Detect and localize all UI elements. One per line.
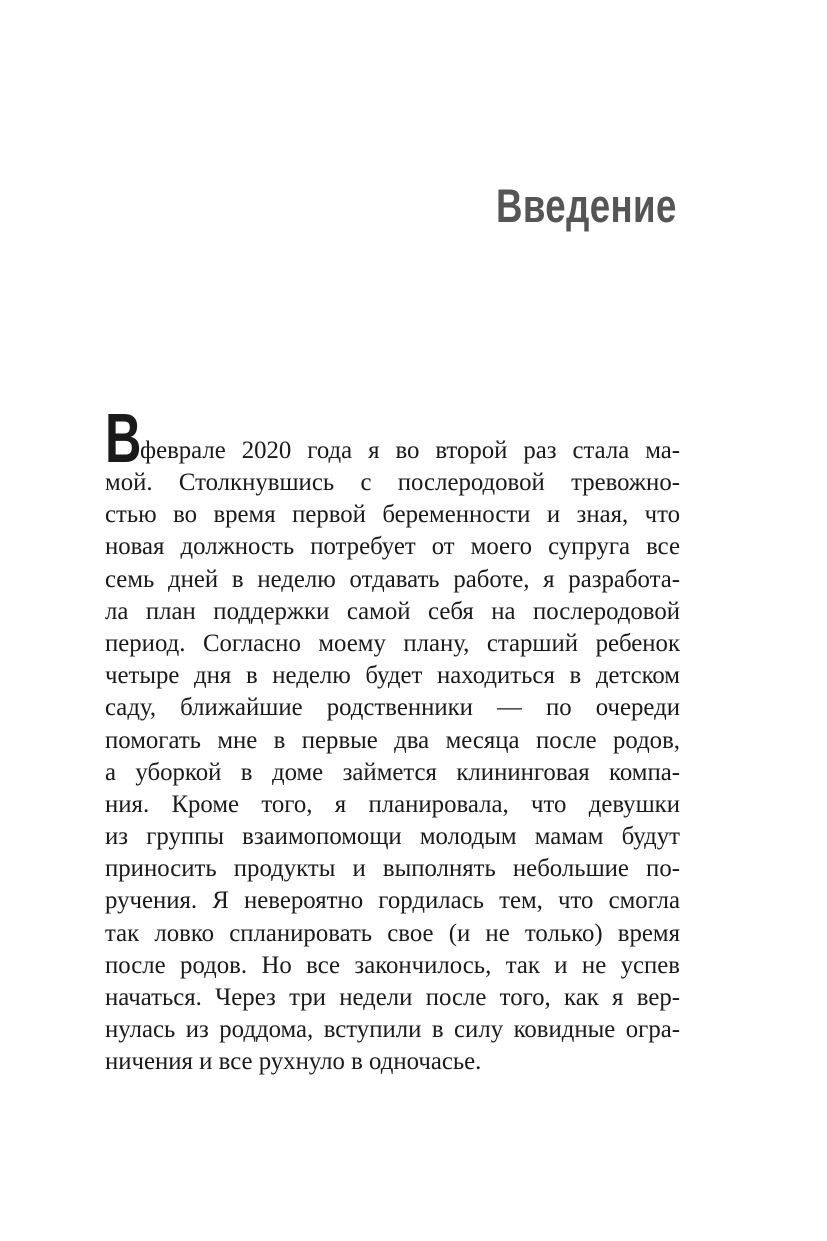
drop-cap: В [105, 399, 142, 477]
body-paragraph [105, 399, 680, 1079]
paragraph-line: а уборкой в доме займется клининговая компа- [105, 758, 680, 786]
paragraph-line: нулась из роддома, вступили в силу ковидные огра- [105, 1016, 680, 1044]
paragraph-line: стью во время первой беременности и зная, что [105, 501, 680, 529]
paragraph-line: начаться. Через три недели после того, как я вер- [105, 984, 680, 1011]
paragraph-line: период. Согласно моему плану, старший ребенок [105, 629, 680, 657]
paragraph-line: так ловко спланировать свое (и не только) время [105, 919, 680, 947]
paragraph-line: помогать мне в первые два месяца после родов, [105, 726, 680, 754]
paragraph-line: новая должность потребует от моего супруга все [105, 533, 680, 561]
paragraph-line: саду, ближайшие родственники — по очереди [105, 694, 680, 722]
paragraph-line: ла план поддержки самой себя на послеродовой [105, 597, 680, 625]
paragraph-line: ручения. Я невероятно гордилась тем, что смогла [105, 887, 680, 915]
chapter-title: Введение [496, 179, 677, 232]
paragraph-line: после родов. Но все закончилось, так и не успев [105, 951, 680, 979]
paragraph-line: семь дней в неделю отдавать работе, я разработа- [105, 565, 680, 593]
paragraph-line: приносить продукты и выполнять небольшие по- [105, 855, 680, 883]
paragraph-line: ничения и все рухнуло в одночасье. [105, 1048, 482, 1076]
paragraph-line: четыре дня в неделю будет находиться в детском [105, 662, 680, 690]
paragraph-line [105, 399, 680, 477]
paragraph-line: из группы взаимопомощи молодым мамам будут [105, 823, 680, 851]
paragraph-line: мой. Столкнувшись с послеродовой тревожно- [105, 469, 680, 496]
paragraph-line: ния. Кроме того, я планировала, что девушки [105, 790, 680, 818]
paragraph-line-text: феврале 2020 года я во второй раз стала ма- [140, 437, 680, 464]
